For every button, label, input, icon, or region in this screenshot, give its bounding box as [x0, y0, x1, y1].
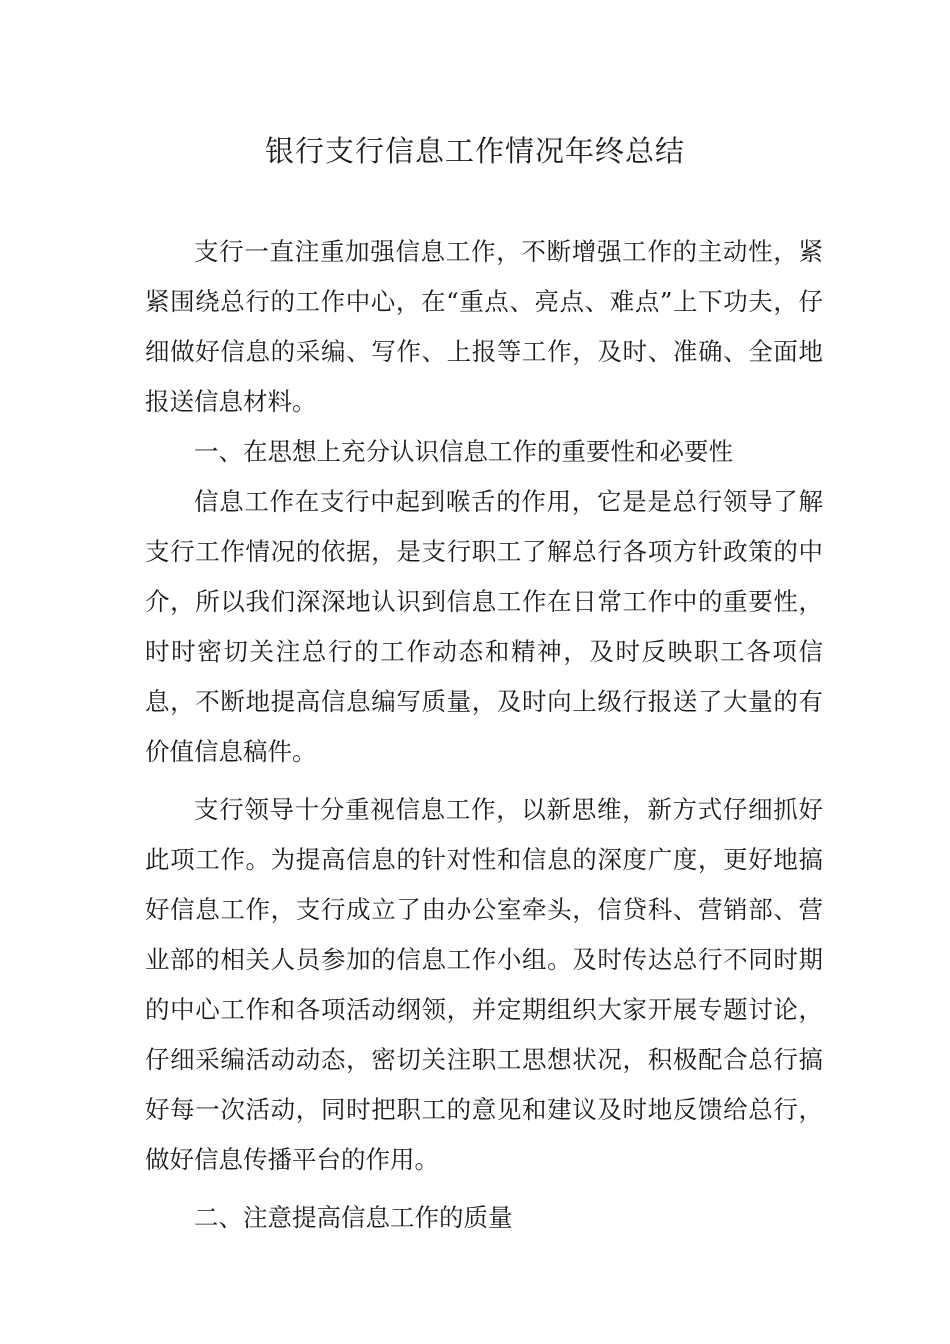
paragraph-leadership: 支行领导十分重视信息工作，以新思维，新方式仔细抓好此项工作。为提高信息的针对性和信息的深度广度，更好地搞好信息工作，支行成立了由办公室牵头，信贷科、营销部、营业部的相关人员参加的信息工作小组。及时传达总行不同时期的中心工作和各项活动纲领，并定期组织大家开展专题讨论，仔细采编活动动态，密切关注职工思想状况，积极配合总行搞好每一次活动，同时把职工的意见和建议及时地反馈给总行，做好信息传播平台的作用。	[145, 795, 823, 1174]
document-title: 银行支行信息工作情况年终总结	[264, 134, 685, 168]
document-body	[145, 227, 823, 1243]
section-heading-2: 二、注意提高信息工作的质量	[194, 1203, 513, 1232]
section-heading-1: 一、在思想上充分认识信息工作的重要性和必要性	[194, 437, 733, 466]
paragraph-importance: 信息工作在支行中起到喉舌的作用，它是是总行领导了解支行工作情况的依据，是支行职工了解总行各项方针政策的中介，所以我们深深地认识到信息工作在日常工作中的重要性，时时密切关注总行的工作动态和精神，及时反映职工各项信息，不断地提高信息编写质量，及时向上级行报送了大量的有价值信息稿件。	[145, 487, 823, 766]
paragraph-intro: 支行一直注重加强信息工作，不断增强工作的主动性，紧紧围绕总行的工作中心，在“重点、亮点、难点”上下功夫，仔细做好信息的采编、写作、上报等工作，及时、准确、全面地报送信息材料。	[145, 237, 823, 416]
